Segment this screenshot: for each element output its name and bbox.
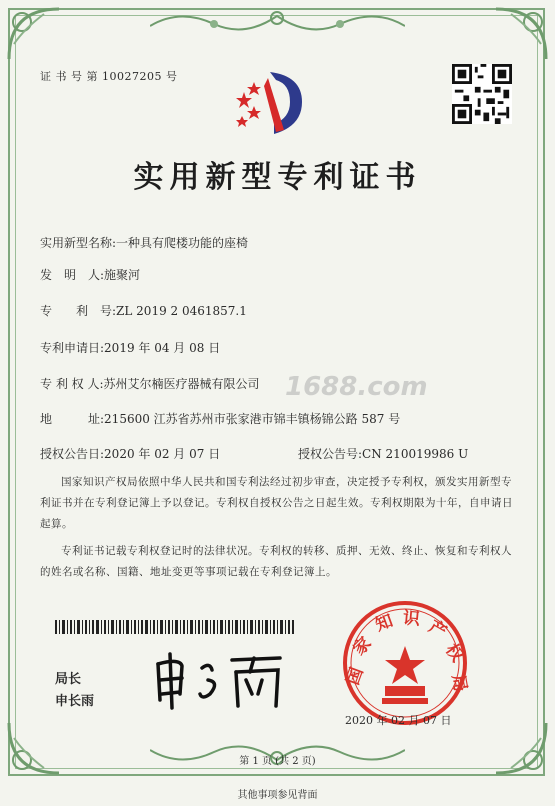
field-grant-date [40, 445, 220, 462]
svg-text:权: 权 [441, 640, 468, 666]
field-label: 专 利 号: [40, 304, 117, 318]
field-label: 专 利 权 人: [40, 377, 104, 391]
field-label: 发 明 人: [40, 268, 105, 282]
field-label: 地 址: [40, 412, 105, 426]
field-value: 2019 年 04 月 08 日 [104, 341, 221, 355]
field-label: 专利申请日: [40, 341, 105, 355]
field-value: ZL 2019 2 0461857.1 [116, 304, 247, 318]
handwritten-signature-icon [150, 650, 290, 710]
page-number: 第 1 页 (共 2 页) [239, 756, 316, 767]
field-address [40, 410, 400, 427]
field-value: 施聚河 [104, 268, 141, 282]
legal-text [40, 472, 520, 583]
svg-text:家: 家 [349, 633, 376, 660]
field-value: CN 210019986 U [362, 447, 469, 461]
field-value: 一种具有爬楼功能的座椅 [116, 236, 249, 250]
corner-ornament-icon [4, 4, 64, 64]
field-label: 实用新型名称: [40, 236, 117, 250]
svg-text:产: 产 [425, 616, 450, 643]
field-application-date [40, 339, 220, 356]
svg-text:识: 识 [402, 608, 421, 630]
svg-text:知: 知 [372, 610, 396, 636]
field-label: 授权公告日: [40, 447, 105, 461]
seal-date: 2020 年 02 月 07 日 [345, 714, 452, 727]
legal-paragraph: 国家知识产权局依照中华人民共和国专利法经过初步审查，决定授予专利权，颁发实用新型专利证书并在专利登记簿上予以登记。专利权自授权公告之日起生效。专利权期限为十年，自申请日起算。 [40, 476, 513, 530]
field-label: 授权公告号: [298, 447, 363, 461]
signatory-title: 局长 [55, 672, 82, 687]
footer-note: 其他事项参见背面 [237, 790, 318, 801]
barcode-icon [55, 620, 295, 634]
certificate-title: 实用新型专利证书 [133, 160, 422, 195]
field-patent-number [40, 302, 247, 319]
field-grant-number [298, 445, 468, 462]
corner-ornament-icon [491, 718, 551, 778]
svg-text:国: 国 [342, 664, 368, 688]
top-ornament-icon [150, 6, 405, 36]
official-seal-icon [340, 598, 470, 728]
legal-paragraph: 专利证书记载专利权登记时的法律状况。专利权的转移、质押、无效、终止、恢复和专利权人的姓名或名称、国籍、地址变更等事项记载在专利登记簿上。 [40, 545, 512, 578]
patent-office-emblem-icon [232, 62, 312, 142]
field-patent-holder [40, 375, 260, 392]
field-value: 苏州艾尔楠医疗器械有限公司 [103, 377, 260, 391]
qr-code-icon [452, 64, 512, 124]
field-utility-name [40, 234, 248, 251]
corner-ornament-icon [491, 4, 551, 64]
corner-ornament-icon [4, 718, 64, 778]
field-inventor [40, 266, 140, 283]
field-value: 215600 江苏省苏州市张家港市锦丰镇杨锦公路 587 号 [104, 412, 401, 426]
certificate-number: 证 书 号 第 10027205 号 [40, 70, 178, 83]
signatory-name: 申长雨 [55, 694, 95, 709]
field-value: 2020 年 02 月 07 日 [104, 447, 221, 461]
svg-text:局: 局 [447, 673, 470, 694]
watermark: 1688.com [285, 372, 428, 402]
